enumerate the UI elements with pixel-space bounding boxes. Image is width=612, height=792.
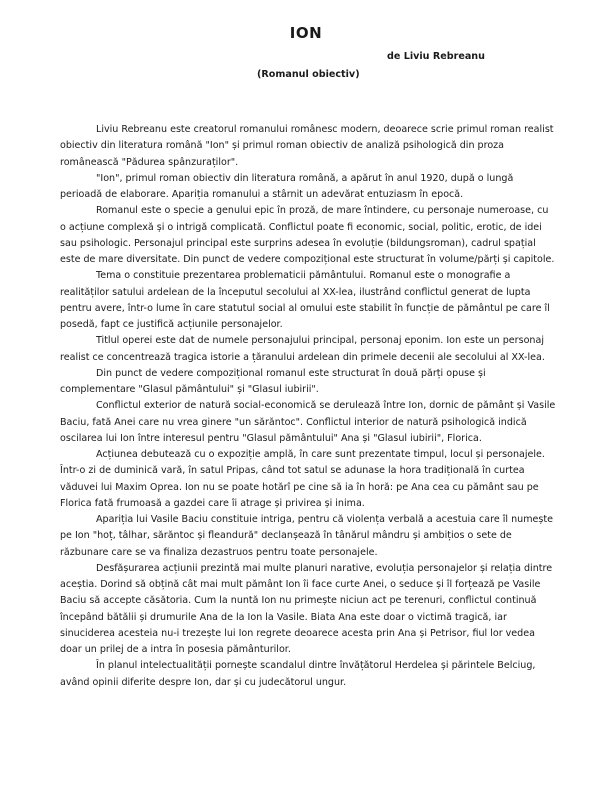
paragraph-intellectual-plane: În planul intelectualității pornește scandalul dintre învățătorul Herdelea și părintele Belciug, având opinii diferite despre Ion, dar și cu judecătorul ungur. [60, 660, 536, 688]
paragraph-exposition: Acțiunea debutează cu o expoziție amplă, în care sunt prezentate timpul, locul și personajele. Într-o zi de duminică vară, în satul Pripas, când tot satul se adunase la hora tradițională în curtea văduvei lui Maxim Oprea. Ion nu se poate hotărî pe cine să ia în horă: pe Ana cea cu pământ sau pe Florica fată frumoasă a gazdei care îi atrage și privirea și inima. [60, 449, 545, 509]
document-title: ION [289, 24, 323, 42]
paragraph-intro: Liviu Rebreanu este creatorul romanului românesc modern, deoarece scrie primul roman realist obiectiv din literatura română "Ion" și primul roman obiectiv de analiză psihologică din proza românească "Pădurea spânzuraților". [60, 124, 554, 168]
paragraph-composition: Din punct de vedere compozițional romanul este structurat în două părți opuse și complementare "Glasul pământului" și "Glasul iubirii". [60, 367, 486, 395]
paragraph-conflict: Conflictul exterior de natură social-economică se derulează între Ion, dornic de pământ și Vasile Baciu, fată Anei care nu vrea ginere "un sărăntoc". Conflictul interior de natură psihologică indică oscilarea lui Ion între interesul pentru "Glasul pământului" Ana și "Glasul iubirii", Florica. [60, 400, 556, 444]
paragraph-theme: Tema o constituie prezentarea problematicii pământului. Romanul este o monografie a realităților satului ardelean de la începutul secolului al XX-lea, ilustrând conflictul generat de lupta pentru avere, într-o lume în care statutul social al omului este stabilit în funcție de pământul pe care îl posedă, fapt ce justifică acțiunile personajelor. [60, 270, 550, 330]
paragraph-intrigue: Apariția lui Vasile Baciu constituie intriga, pentru că violența verbală a acestuia care îl numește pe Ion "hoț, tâlhar, sărăntoc și fleandură" declanșează în tânărul mândru și ambițios o sete de răzbunare care se va finaliza dezastruos pentru toate personajele. [60, 514, 553, 558]
document-subtitle: (Romanul obiectiv) [257, 69, 360, 80]
paragraph-title-meaning: Titlul operei este dat de numele personajului principal, personaj eponim. Ion este un personaj realist ce concentrează tragica istorie a țăranului ardelean din primele decenii ale secolului al XX-lea. [60, 335, 545, 363]
document-author: de Liviu Rebreanu [387, 51, 485, 62]
paragraph-publication: "Ion", primul roman obiectiv din literatura română, a apărut în anul 1920, după o lungă perioadă de elaborare. Apariția romanului a stârnit un adevărat entuziasm în epocă. [60, 172, 514, 200]
paragraph-action-development: Desfășurarea acțiunii prezintă mai multe planuri narative, evoluția personajelor și relația dintre aceștia. Dorind să obțină cât mai mult pământ Ion îi face curte Anei, o seduce și îl forțează pe Vasile Baciu să accepte căsătoria. Cum la nuntă Ion nu primește niciun act pe terenuri, conflictul continuă începând bătălii și drumurile Ana de la Ion la Vasile. Biata Ana este doar o victimă tragică, iar sinuciderea acesteia nu-i trezește lui Ion regrete deoarece acesta prin Ana și Petrisor, fiul lor vedea doar un prilej de a intra în posesia pământurilor. [60, 562, 553, 655]
document-body [60, 122, 556, 691]
paragraph-genre: Romanul este o specie a genului epic în proză, de mare întindere, cu personaje numeroase, cu o acțiune complexă și o intrigă complicată. Conflictul poate fi economic, social, politic, erotic, de idei sau psihologic. Personajul principal este surprins adesea în evoluție (bildungsroman), cadrul spațial este de mare diversitate. Din punct de vedere compozițional este structurat în volume/părți și capitole. [60, 205, 555, 265]
